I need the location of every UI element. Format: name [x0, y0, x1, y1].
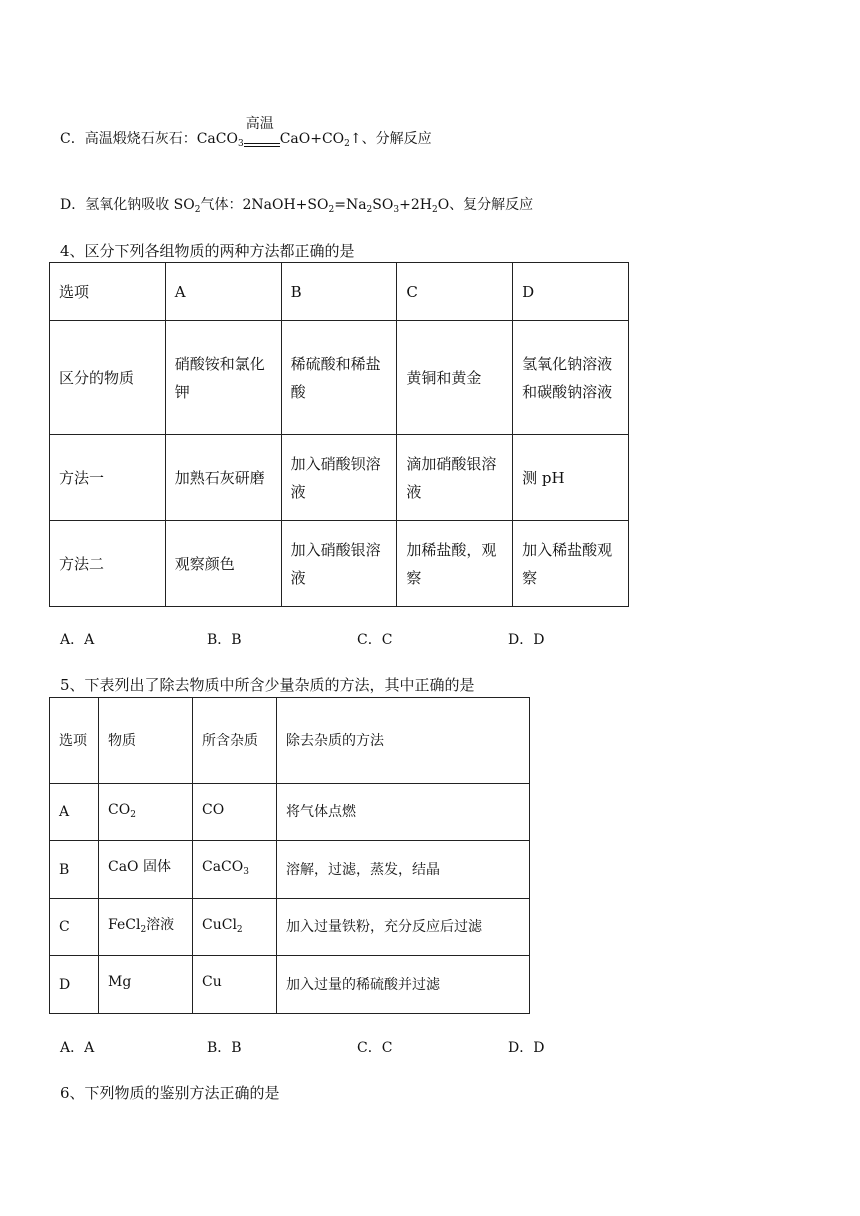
question-5-title: 5、下表列出了除去物质中所含少量杂质的方法，其中正确的是 — [60, 676, 475, 694]
option-c — [60, 116, 432, 149]
option-c-mid: CaO+CO — [279, 131, 345, 147]
table-row — [50, 435, 629, 521]
choice-a[interactable]: A．A — [60, 1040, 95, 1056]
table-cell: 滴加硝酸银溶液 — [397, 435, 513, 521]
table-cell: 方法一 — [50, 435, 166, 521]
table-cell: 氢氧化钠溶液和碳酸钠溶液 — [513, 321, 629, 435]
table-cell: 区分的物质 — [50, 321, 166, 435]
table-cell: 选项 — [50, 263, 166, 321]
question-6-title: 6、下列物质的鉴别方法正确的是 — [60, 1084, 280, 1102]
table-cell: 稀硫酸和稀盐酸 — [281, 321, 397, 435]
table-cell: C — [397, 263, 513, 321]
table-cell: D — [50, 956, 99, 1014]
table-cell: $CO_2$ — [99, 784, 193, 841]
choice-d[interactable]: D．D — [508, 1040, 545, 1056]
table-cell: 加稀盐酸，观察 — [397, 521, 513, 607]
question-4-title: 4、区分下列各组物质的两种方法都正确的是 — [60, 242, 355, 260]
option-d-p6: O、复分解反应 — [437, 197, 534, 213]
table-cell: Mg — [99, 956, 193, 1014]
table-header-cell: 除去杂质的方法 — [277, 698, 530, 784]
table-cell: 加入硝酸银溶液 — [281, 521, 397, 607]
table-cell: 加入过量的稀硫酸并过滤 — [277, 956, 530, 1014]
table-cell: CaO 固体 — [99, 841, 193, 899]
option-d-s3: 2 — [366, 205, 373, 215]
question-4-table — [49, 262, 629, 607]
table-cell: D — [513, 263, 629, 321]
table-cell: 将气体点燃 — [277, 784, 530, 841]
table-cell: FeCl$_2$溶液 — [99, 899, 193, 956]
table-row — [50, 841, 530, 899]
choice-c[interactable]: C．C — [357, 632, 393, 648]
table-cell: 方法二 — [50, 521, 166, 607]
option-d-s4: 3 — [393, 205, 400, 215]
table-row — [50, 956, 530, 1014]
table-header-cell: 所含杂质 — [193, 698, 277, 784]
option-d-s5: 2 — [431, 205, 438, 215]
table-cell: CuCl$_2$ — [193, 899, 277, 956]
option-d-p5: +2H — [399, 197, 432, 213]
table-row — [50, 698, 530, 784]
table-cell: 观察颜色 — [165, 521, 281, 607]
option-c-sub2: 2 — [344, 139, 350, 149]
table-cell: CaCO$_3$ — [193, 841, 277, 899]
option-c-sub1: 3 — [237, 139, 244, 149]
choice-a[interactable]: A．A — [60, 632, 95, 648]
option-d-p2: 气体：2NaOH+SO — [200, 197, 329, 213]
option-d-p4: SO — [372, 197, 394, 213]
choice-d[interactable]: D．D — [508, 632, 545, 648]
table-cell: 黄铜和黄金 — [397, 321, 513, 435]
reaction-condition — [244, 116, 280, 149]
table-row — [50, 784, 530, 841]
table-cell: 加入稀盐酸观察 — [513, 521, 629, 607]
option-c-prefix: C．高温煅烧石灰石：CaCO — [60, 131, 238, 147]
table-cell: B — [50, 841, 99, 899]
table-cell: 测 pH — [513, 435, 629, 521]
option-d-p3: =Na — [334, 197, 367, 213]
option-d-p1: D．氢氧化钠吸收 SO — [60, 197, 195, 213]
choice-c[interactable]: C．C — [357, 1040, 393, 1056]
table-row — [50, 899, 530, 956]
option-d — [60, 194, 533, 215]
table-cell: 硝酸铵和氯化钾 — [165, 321, 281, 435]
table-cell: Cu — [193, 956, 277, 1014]
table-cell: 溶解，过滤，蒸发，结晶 — [277, 841, 530, 899]
table-row — [50, 321, 629, 435]
reaction-condition-label: 高温 — [245, 116, 274, 132]
table-cell: B — [281, 263, 397, 321]
table-cell: A — [50, 784, 99, 841]
table-header-cell: 选项 — [50, 698, 99, 784]
table-row — [50, 263, 629, 321]
table-cell: 加熟石灰研磨 — [165, 435, 281, 521]
option-d-s1: 2 — [194, 205, 201, 215]
table-row — [50, 521, 629, 607]
table-cell: A — [165, 263, 281, 321]
table-cell: 加入过量铁粉，充分反应后过滤 — [277, 899, 530, 956]
table-cell: 加入硝酸钡溶液 — [281, 435, 397, 521]
question-5-table — [49, 697, 530, 1014]
option-c-suffix: ↑、分解反应 — [349, 131, 432, 147]
choice-b[interactable]: B．B — [207, 632, 242, 648]
table-cell: CO — [193, 784, 277, 841]
choice-b[interactable]: B．B — [207, 1040, 242, 1056]
table-cell: C — [50, 899, 99, 956]
option-d-s2: 2 — [328, 205, 335, 215]
table-header-cell: 物质 — [99, 698, 193, 784]
